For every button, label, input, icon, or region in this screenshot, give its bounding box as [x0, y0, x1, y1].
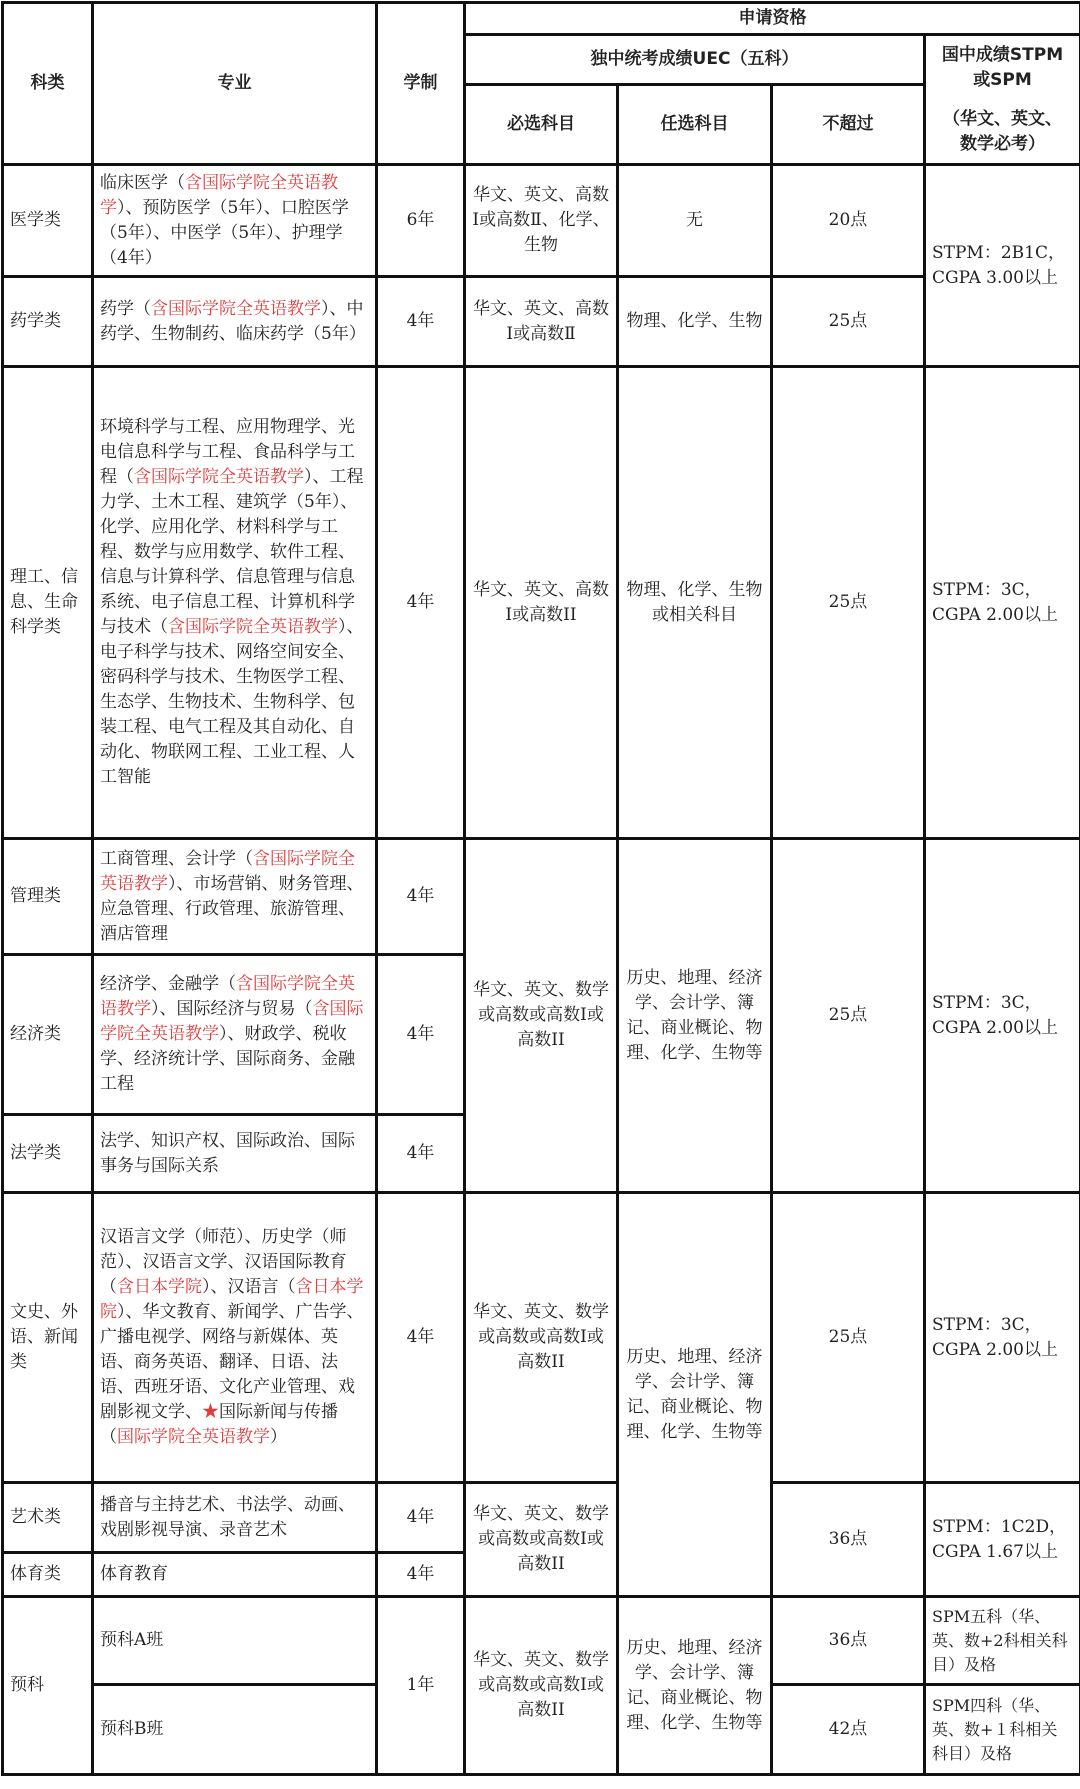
national-requirement: STPM：3C，CGPA 2.00以上: [925, 839, 1080, 1193]
table-row-medicine: [3, 165, 1080, 277]
major-cell: 预科B班: [93, 1685, 377, 1775]
header-required: 必选科目: [465, 85, 618, 165]
national-requirement: STPM：3C，CGPA 2.00以上: [925, 1193, 1080, 1483]
major-cell: 药学（含国际学院全英语教学）、中药学、生物制药、临床药学（5年）: [93, 277, 377, 367]
header-category: 科类: [3, 3, 93, 165]
max-points: 42点: [772, 1685, 925, 1775]
major-cell: 汉语言文学（师范）、历史学（师范）、汉语言文学、汉语国际教育（含日本学院）、汉语言（含日本学院）、华文教育、新闻学、广告学、广播电视学、网络与新媒体、英语、商务英语、翻译、日语、法语、西班牙语、文化产业管理、戏剧影视文学、★国际新闻与传播（国际学院全英语教学）: [93, 1193, 377, 1483]
duration-cell: 4年: [377, 1483, 465, 1553]
elective-subjects: 历史、地理、经济学、会计学、簿记、商业概论、物理、化学、生物等: [618, 1193, 772, 1597]
max-points: 36点: [772, 1597, 925, 1685]
duration-cell: 4年: [377, 955, 465, 1115]
duration-cell: 4年: [377, 1193, 465, 1483]
major-cell: 经济学、金融学（含国际学院全英语教学）、国际经济与贸易（含国际学院全英语教学）、财政学、税收学、经济统计学、国际商务、金融工程: [93, 955, 377, 1115]
duration-cell: 4年: [377, 1115, 465, 1193]
required-subjects: 华文、英文、数学或高数或高数I或高数II: [465, 839, 618, 1193]
header-national-title: 国中成绩STPM或SPM: [932, 43, 1073, 93]
duration-cell: 4年: [377, 839, 465, 955]
star-icon: ★: [202, 1402, 219, 1422]
duration-cell: 1年: [377, 1597, 465, 1775]
category-cell: 体育类: [3, 1553, 93, 1597]
admission-table: [1, 1, 1080, 1776]
major-cell: 环境科学与工程、应用物理学、光电信息科学与工程、食品科学与工程（含国际学院全英语教学）、工程力学、土木工程、建筑学（5年）、化学、应用化学、材料科学与工程、数学与应用数学、软件工程、信息与计算科学、信息管理与信息系统、电子信息工程、计算机科学与技术（含国际学院全英语教学）、电子科学与技术、网络空间安全、密码科学与技术、生物医学工程、生态学、生物技术、生物科学、包装工程、电气工程及其自动化、自动化、物联网工程、工业工程、人工智能: [93, 367, 377, 839]
table-row-art: [3, 1483, 1080, 1553]
max-points: 36点: [772, 1483, 925, 1597]
required-subjects: 华文、英文、高数I或高数Ⅱ: [465, 277, 618, 367]
required-subjects: 华文、英文、数学或高数或高数I或高数II: [465, 1193, 618, 1483]
category-cell: 经济类: [3, 955, 93, 1115]
major-cell: 播音与主持艺术、书法学、动画、戏剧影视导演、录音艺术: [93, 1483, 377, 1553]
major-cell: 预科A班: [93, 1597, 377, 1685]
required-subjects: 华文、英文、高数I或高数Ⅱ、化学、生物: [465, 165, 618, 277]
table-row-pharmacy: [3, 277, 1080, 367]
table-row-humanities: [3, 1193, 1080, 1483]
header-qualification: 申请资格: [465, 3, 1080, 35]
category-cell: 管理类: [3, 839, 93, 955]
header-major: 专业: [93, 3, 377, 165]
category-cell: 艺术类: [3, 1483, 93, 1553]
header-national: [925, 35, 1080, 165]
category-cell: 预科: [3, 1597, 93, 1775]
national-requirement: STPM：2B1C，CGPA 3.00以上: [925, 165, 1080, 367]
major-cell: 法学、知识产权、国际政治、国际事务与国际关系: [93, 1115, 377, 1193]
header-national-note: （华文、英文、数学必考）: [932, 107, 1073, 157]
category-cell: 理工、信息、生命科学类: [3, 367, 93, 839]
max-points: 25点: [772, 367, 925, 839]
elective-subjects: 历史、地理、经济学、会计学、簿记、商业概论、物理、化学、生物等: [618, 839, 772, 1193]
elective-subjects: 物理、化学、生物: [618, 277, 772, 367]
category-cell: 医学类: [3, 165, 93, 277]
national-requirement: STPM：1C2D，CGPA 1.67以上: [925, 1483, 1080, 1597]
max-points: 20点: [772, 165, 925, 277]
duration-cell: 4年: [377, 277, 465, 367]
national-requirement: SPM五科（华、英、数+2科相关科目）及格: [925, 1597, 1080, 1685]
elective-subjects: 物理、化学、生物或相关科目: [618, 367, 772, 839]
duration-cell: 4年: [377, 1553, 465, 1597]
category-cell: 药学类: [3, 277, 93, 367]
header-duration: 学制: [377, 3, 465, 165]
category-cell: 法学类: [3, 1115, 93, 1193]
duration-cell: 4年: [377, 367, 465, 839]
table-row-science: [3, 367, 1080, 839]
required-subjects: 华文、英文、数学或高数或高数I或高数II: [465, 1597, 618, 1775]
max-points: 25点: [772, 277, 925, 367]
national-requirement: STPM：3C，CGPA 2.00以上: [925, 367, 1080, 839]
duration-cell: 6年: [377, 165, 465, 277]
header-elective: 任选科目: [618, 85, 772, 165]
required-subjects: 华文、英文、高数I或高数II: [465, 367, 618, 839]
major-cell: 工商管理、会计学（含国际学院全英语教学）、市场营销、财务管理、应急管理、行政管理、旅游管理、酒店管理: [93, 839, 377, 955]
major-cell: 临床医学（含国际学院全英语教学）、预防医学（5年）、口腔医学（5年）、中医学（5年）、护理学（4年）: [93, 165, 377, 277]
elective-subjects: 无: [618, 165, 772, 277]
table-row-management: [3, 839, 1080, 955]
major-cell: 体育教育: [93, 1553, 377, 1597]
max-points: 25点: [772, 1193, 925, 1483]
max-points: 25点: [772, 839, 925, 1193]
header-uec: 独中统考成绩UEC（五科）: [465, 35, 925, 85]
header-max-points: 不超过: [772, 85, 925, 165]
category-cell: 文史、外语、新闻类: [3, 1193, 93, 1483]
table-row-prep-a: [3, 1597, 1080, 1685]
required-subjects: 华文、英文、数学或高数或高数I或高数II: [465, 1483, 618, 1597]
elective-subjects: 历史、地理、经济学、会计学、簿记、商业概论、物理、化学、生物等: [618, 1597, 772, 1775]
national-requirement: SPM四科（华、英、数+１科相关科目）及格: [925, 1685, 1080, 1775]
